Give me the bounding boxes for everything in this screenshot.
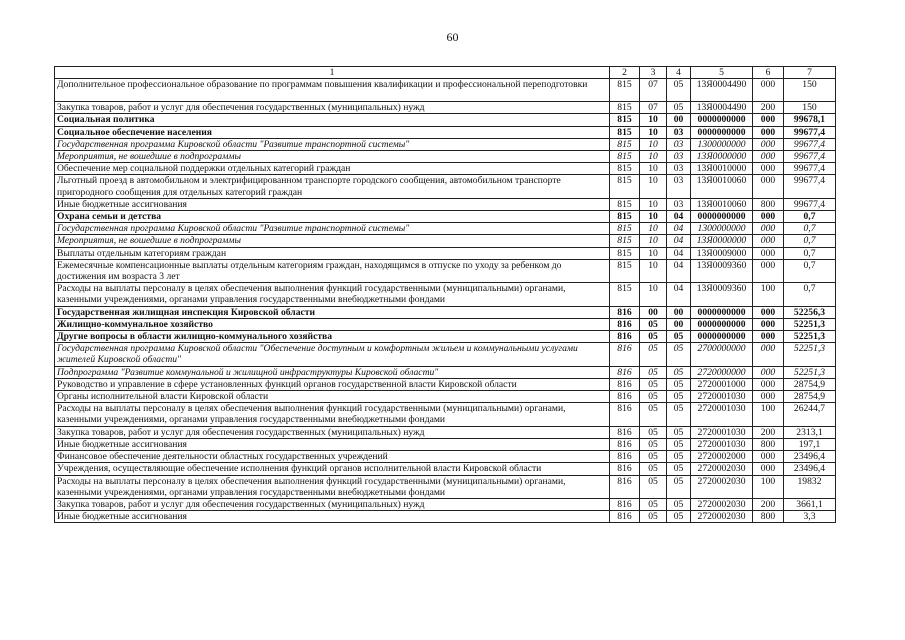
row-target-article-cell: 2720000000 bbox=[691, 366, 753, 378]
row-expense-type-cell: 800 bbox=[753, 511, 784, 523]
row-name-cell: Государственная программа Кировской области "Развитие транспортной системы" bbox=[55, 223, 610, 235]
row-section-cell: 05 bbox=[640, 463, 667, 475]
row-admin-code-cell: 815 bbox=[610, 259, 640, 282]
row-section-cell: 10 bbox=[640, 247, 667, 259]
table-row bbox=[55, 378, 836, 390]
table-row bbox=[55, 114, 836, 126]
row-amount-cell: 52251,3 bbox=[784, 343, 836, 366]
row-section-cell: 07 bbox=[640, 102, 667, 114]
row-subsection-cell: 04 bbox=[667, 235, 691, 247]
row-admin-code-cell: 816 bbox=[610, 366, 640, 378]
row-name-cell: Иные бюджетные ассигнования bbox=[55, 438, 610, 450]
row-name-cell: Закупка товаров, работ и услуг для обеспечения государственных (муниципальных) нужд bbox=[55, 426, 610, 438]
row-target-article-cell: 2720002030 bbox=[691, 498, 753, 510]
row-name-cell: Дополнительное профессиональное образование по программам повышения квалификации и профессиональной переподготовки bbox=[55, 79, 610, 102]
row-name-cell: Государственная жилищная инспекция Кировской области bbox=[55, 306, 610, 318]
row-admin-code-cell: 816 bbox=[610, 331, 640, 343]
row-target-article-cell: 13Я0009000 bbox=[691, 247, 753, 259]
row-expense-type-cell: 000 bbox=[753, 138, 784, 150]
row-expense-type-cell: 100 bbox=[753, 283, 784, 306]
row-target-article-cell: 13Я0010060 bbox=[691, 175, 753, 198]
row-admin-code-cell: 816 bbox=[610, 306, 640, 318]
row-subsection-cell: 03 bbox=[667, 126, 691, 138]
row-target-article-cell: 13Я0000000 bbox=[691, 151, 753, 163]
row-section-cell: 10 bbox=[640, 126, 667, 138]
table-row bbox=[55, 366, 836, 378]
row-admin-code-cell: 815 bbox=[610, 79, 640, 102]
row-subsection-cell: 05 bbox=[667, 331, 691, 343]
row-admin-code-cell: 816 bbox=[610, 463, 640, 475]
row-section-cell: 05 bbox=[640, 366, 667, 378]
row-admin-code-cell: 816 bbox=[610, 318, 640, 330]
budget-table-body bbox=[55, 67, 836, 523]
row-amount-cell: 3661,1 bbox=[784, 498, 836, 510]
row-admin-code-cell: 816 bbox=[610, 378, 640, 390]
row-expense-type-cell: 000 bbox=[753, 343, 784, 366]
row-name-cell: Жилищно-коммунальное хозяйство bbox=[55, 318, 610, 330]
row-admin-code-cell: 815 bbox=[610, 175, 640, 198]
row-target-article-cell: 0000000000 bbox=[691, 126, 753, 138]
row-admin-code-cell: 816 bbox=[610, 426, 640, 438]
row-expense-type-cell: 000 bbox=[753, 211, 784, 223]
row-target-article-cell: 13Я0010000 bbox=[691, 163, 753, 175]
page-number: 60 bbox=[446, 30, 459, 44]
row-expense-type-cell: 800 bbox=[753, 438, 784, 450]
header-cell: 2 bbox=[610, 67, 640, 79]
row-subsection-cell: 00 bbox=[667, 114, 691, 126]
row-expense-type-cell: 000 bbox=[753, 114, 784, 126]
row-expense-type-cell: 000 bbox=[753, 378, 784, 390]
row-name-cell: Выплаты отдельным категориям граждан bbox=[55, 247, 610, 259]
row-section-cell: 10 bbox=[640, 175, 667, 198]
row-admin-code-cell: 815 bbox=[610, 247, 640, 259]
row-name-cell: Расходы на выплаты персоналу в целях обеспечения выполнения функций государственными (муниципальными) органами, казенными учреждениями, органами управления государственными внебюджетными фондами bbox=[55, 283, 610, 306]
row-name-cell: Ежемесячные компенсационные выплаты отдельным категориям граждан, находящимся в отпуске по уходу за ребенком до достижения им возраста 3 лет bbox=[55, 259, 610, 282]
row-expense-type-cell: 200 bbox=[753, 102, 784, 114]
row-expense-type-cell: 000 bbox=[753, 79, 784, 102]
row-name-cell: Другие вопросы в области жилищно-коммунального хозяйства bbox=[55, 331, 610, 343]
row-admin-code-cell: 815 bbox=[610, 151, 640, 163]
row-subsection-cell: 05 bbox=[667, 79, 691, 102]
row-section-cell: 05 bbox=[640, 511, 667, 523]
row-target-article-cell: 2720002030 bbox=[691, 475, 753, 498]
row-target-article-cell: 0000000000 bbox=[691, 211, 753, 223]
row-expense-type-cell: 000 bbox=[753, 306, 784, 318]
row-expense-type-cell: 000 bbox=[753, 163, 784, 175]
row-section-cell: 10 bbox=[640, 211, 667, 223]
row-subsection-cell: 05 bbox=[667, 438, 691, 450]
row-name-cell: Мероприятия, не вошедшие в подпрограммы bbox=[55, 151, 610, 163]
row-target-article-cell: 2720001030 bbox=[691, 438, 753, 450]
row-name-cell: Финансовое обеспечение деятельности областных государственных учреждений bbox=[55, 451, 610, 463]
row-amount-cell: 150 bbox=[784, 79, 836, 102]
row-amount-cell: 99677,4 bbox=[784, 198, 836, 210]
row-subsection-cell: 05 bbox=[667, 366, 691, 378]
row-section-cell: 10 bbox=[640, 114, 667, 126]
table-row bbox=[55, 79, 836, 102]
header-cell: 3 bbox=[640, 67, 667, 79]
row-name-cell: Льготный проезд в автомобильном и электрифицированном транспорте городского сообщения, автомобильном транспорте пригородного сообщения для отдельных категорий граждан bbox=[55, 175, 610, 198]
row-amount-cell: 0,7 bbox=[784, 259, 836, 282]
row-amount-cell: 0,7 bbox=[784, 223, 836, 235]
row-section-cell: 00 bbox=[640, 306, 667, 318]
row-name-cell: Расходы на выплаты персоналу в целях обеспечения выполнения функций государственными (муниципальными) органами, казенными учреждениями, органами управления государственными внебюджетными фондами bbox=[55, 403, 610, 426]
row-name-cell: Иные бюджетные ассигнования bbox=[55, 511, 610, 523]
row-admin-code-cell: 816 bbox=[610, 475, 640, 498]
row-admin-code-cell: 815 bbox=[610, 235, 640, 247]
table-row bbox=[55, 498, 836, 510]
row-section-cell: 10 bbox=[640, 198, 667, 210]
table-row bbox=[55, 211, 836, 223]
table-row bbox=[55, 247, 836, 259]
row-admin-code-cell: 815 bbox=[610, 211, 640, 223]
row-section-cell: 05 bbox=[640, 451, 667, 463]
row-subsection-cell: 05 bbox=[667, 426, 691, 438]
table-row bbox=[55, 138, 836, 150]
row-subsection-cell: 05 bbox=[667, 451, 691, 463]
row-amount-cell: 52251,3 bbox=[784, 366, 836, 378]
row-subsection-cell: 00 bbox=[667, 306, 691, 318]
table-row bbox=[55, 475, 836, 498]
row-amount-cell: 26244,7 bbox=[784, 403, 836, 426]
row-name-cell: Мероприятия, не вошедшие в подпрограммы bbox=[55, 235, 610, 247]
row-subsection-cell: 04 bbox=[667, 259, 691, 282]
row-section-cell: 10 bbox=[640, 151, 667, 163]
row-target-article-cell: 2720001000 bbox=[691, 378, 753, 390]
table-row bbox=[55, 163, 836, 175]
row-section-cell: 05 bbox=[640, 475, 667, 498]
row-expense-type-cell: 000 bbox=[753, 391, 784, 403]
row-amount-cell: 2313,1 bbox=[784, 426, 836, 438]
row-target-article-cell: 2720002030 bbox=[691, 511, 753, 523]
row-subsection-cell: 04 bbox=[667, 283, 691, 306]
row-section-cell: 07 bbox=[640, 79, 667, 102]
table-row bbox=[55, 403, 836, 426]
row-expense-type-cell: 000 bbox=[753, 463, 784, 475]
row-expense-type-cell: 200 bbox=[753, 498, 784, 510]
row-subsection-cell: 05 bbox=[667, 343, 691, 366]
row-name-cell: Закупка товаров, работ и услуг для обеспечения государственных (муниципальных) нужд bbox=[55, 498, 610, 510]
row-section-cell: 10 bbox=[640, 138, 667, 150]
row-section-cell: 10 bbox=[640, 259, 667, 282]
table-row bbox=[55, 175, 836, 198]
row-amount-cell: 28754,9 bbox=[784, 391, 836, 403]
table-row bbox=[55, 198, 836, 210]
row-amount-cell: 150 bbox=[784, 102, 836, 114]
row-expense-type-cell: 000 bbox=[753, 247, 784, 259]
row-section-cell: 05 bbox=[640, 391, 667, 403]
row-target-article-cell: 1300000000 bbox=[691, 223, 753, 235]
header-cell: 1 bbox=[55, 67, 610, 79]
row-admin-code-cell: 815 bbox=[610, 138, 640, 150]
table-header-row bbox=[55, 67, 836, 79]
row-amount-cell: 52256,3 bbox=[784, 306, 836, 318]
row-target-article-cell: 2720002000 bbox=[691, 451, 753, 463]
row-section-cell: 10 bbox=[640, 163, 667, 175]
row-expense-type-cell: 000 bbox=[753, 223, 784, 235]
row-subsection-cell: 03 bbox=[667, 198, 691, 210]
table-row bbox=[55, 126, 836, 138]
row-target-article-cell: 13Я0009360 bbox=[691, 259, 753, 282]
table-row bbox=[55, 463, 836, 475]
row-name-cell: Иные бюджетные ассигнования bbox=[55, 198, 610, 210]
row-name-cell: Учреждения, осуществляющие обеспечение исполнения функций органов исполнительной власти Кировской области bbox=[55, 463, 610, 475]
row-subsection-cell: 04 bbox=[667, 223, 691, 235]
row-amount-cell: 23496,4 bbox=[784, 463, 836, 475]
row-admin-code-cell: 815 bbox=[610, 283, 640, 306]
row-amount-cell: 19832 bbox=[784, 475, 836, 498]
header-cell: 7 bbox=[784, 67, 836, 79]
row-target-article-cell: 13Я0009360 bbox=[691, 283, 753, 306]
table-row bbox=[55, 511, 836, 523]
row-admin-code-cell: 816 bbox=[610, 511, 640, 523]
row-amount-cell: 99678,1 bbox=[784, 114, 836, 126]
row-subsection-cell: 05 bbox=[667, 475, 691, 498]
header-cell: 6 bbox=[753, 67, 784, 79]
row-amount-cell: 28754,9 bbox=[784, 378, 836, 390]
row-admin-code-cell: 815 bbox=[610, 102, 640, 114]
row-section-cell: 05 bbox=[640, 331, 667, 343]
row-amount-cell: 197,1 bbox=[784, 438, 836, 450]
row-expense-type-cell: 100 bbox=[753, 475, 784, 498]
row-section-cell: 05 bbox=[640, 343, 667, 366]
table-row bbox=[55, 102, 836, 114]
row-name-cell: Расходы на выплаты персоналу в целях обеспечения выполнения функций государственными (муниципальными) органами, казенными учреждениями, органами управления государственными внебюджетными фондами bbox=[55, 475, 610, 498]
row-amount-cell: 99677,4 bbox=[784, 175, 836, 198]
row-admin-code-cell: 816 bbox=[610, 438, 640, 450]
row-target-article-cell: 1300000000 bbox=[691, 138, 753, 150]
row-amount-cell: 99677,4 bbox=[784, 163, 836, 175]
row-name-cell: Социальная политика bbox=[55, 114, 610, 126]
row-section-cell: 10 bbox=[640, 235, 667, 247]
row-target-article-cell: 13Я0010060 bbox=[691, 198, 753, 210]
row-target-article-cell: 2700000000 bbox=[691, 343, 753, 366]
row-name-cell: Охрана семьи и детства bbox=[55, 211, 610, 223]
row-subsection-cell: 03 bbox=[667, 151, 691, 163]
row-admin-code-cell: 816 bbox=[610, 403, 640, 426]
row-expense-type-cell: 000 bbox=[753, 126, 784, 138]
table-row bbox=[55, 235, 836, 247]
row-amount-cell: 3,3 bbox=[784, 511, 836, 523]
row-amount-cell: 99677,4 bbox=[784, 151, 836, 163]
row-subsection-cell: 05 bbox=[667, 102, 691, 114]
row-expense-type-cell: 000 bbox=[753, 451, 784, 463]
row-subsection-cell: 05 bbox=[667, 403, 691, 426]
row-target-article-cell: 0000000000 bbox=[691, 331, 753, 343]
row-subsection-cell: 05 bbox=[667, 463, 691, 475]
row-subsection-cell: 04 bbox=[667, 211, 691, 223]
row-expense-type-cell: 000 bbox=[753, 318, 784, 330]
row-section-cell: 05 bbox=[640, 426, 667, 438]
row-expense-type-cell: 000 bbox=[753, 259, 784, 282]
row-admin-code-cell: 816 bbox=[610, 343, 640, 366]
row-target-article-cell: 0000000000 bbox=[691, 114, 753, 126]
row-amount-cell: 99677,4 bbox=[784, 126, 836, 138]
row-name-cell: Государственная программа Кировской области "Развитие транспортной системы" bbox=[55, 138, 610, 150]
header-cell: 4 bbox=[667, 67, 691, 79]
row-target-article-cell: 13Я0000000 bbox=[691, 235, 753, 247]
row-expense-type-cell: 000 bbox=[753, 366, 784, 378]
table-row bbox=[55, 451, 836, 463]
row-amount-cell: 52251,3 bbox=[784, 331, 836, 343]
row-subsection-cell: 05 bbox=[667, 391, 691, 403]
row-subsection-cell: 03 bbox=[667, 175, 691, 198]
row-expense-type-cell: 000 bbox=[753, 331, 784, 343]
row-subsection-cell: 03 bbox=[667, 163, 691, 175]
table-row bbox=[55, 318, 836, 330]
row-target-article-cell: 2720001030 bbox=[691, 403, 753, 426]
row-name-cell: Государственная программа Кировской области "Обеспечение доступным и комфортным жильем и коммунальными услугами жителей Кировской области" bbox=[55, 343, 610, 366]
row-section-cell: 05 bbox=[640, 438, 667, 450]
row-amount-cell: 52251,3 bbox=[784, 318, 836, 330]
row-name-cell: Закупка товаров, работ и услуг для обеспечения государственных (муниципальных) нужд bbox=[55, 102, 610, 114]
table-row bbox=[55, 438, 836, 450]
table-row bbox=[55, 426, 836, 438]
row-section-cell: 05 bbox=[640, 378, 667, 390]
row-admin-code-cell: 815 bbox=[610, 126, 640, 138]
table-row bbox=[55, 391, 836, 403]
row-admin-code-cell: 815 bbox=[610, 223, 640, 235]
row-target-article-cell: 13Я0004490 bbox=[691, 79, 753, 102]
table-row bbox=[55, 331, 836, 343]
row-expense-type-cell: 000 bbox=[753, 175, 784, 198]
table-row bbox=[55, 306, 836, 318]
row-name-cell: Обеспечение мер социальной поддержки отдельных категорий граждан bbox=[55, 163, 610, 175]
header-cell: 5 bbox=[691, 67, 753, 79]
table-row bbox=[55, 259, 836, 282]
table-row bbox=[55, 223, 836, 235]
row-subsection-cell: 05 bbox=[667, 498, 691, 510]
row-target-article-cell: 2720001030 bbox=[691, 426, 753, 438]
row-target-article-cell: 0000000000 bbox=[691, 318, 753, 330]
row-section-cell: 10 bbox=[640, 223, 667, 235]
row-admin-code-cell: 815 bbox=[610, 198, 640, 210]
row-amount-cell: 0,7 bbox=[784, 211, 836, 223]
budget-table bbox=[54, 66, 836, 523]
row-section-cell: 05 bbox=[640, 318, 667, 330]
row-amount-cell: 23496,4 bbox=[784, 451, 836, 463]
row-expense-type-cell: 800 bbox=[753, 198, 784, 210]
row-subsection-cell: 03 bbox=[667, 138, 691, 150]
row-target-article-cell: 0000000000 bbox=[691, 306, 753, 318]
row-target-article-cell: 2720002030 bbox=[691, 463, 753, 475]
row-admin-code-cell: 815 bbox=[610, 163, 640, 175]
row-amount-cell: 0,7 bbox=[784, 247, 836, 259]
row-subsection-cell: 05 bbox=[667, 511, 691, 523]
row-target-article-cell: 2720001030 bbox=[691, 391, 753, 403]
row-amount-cell: 99677,4 bbox=[784, 138, 836, 150]
row-expense-type-cell: 100 bbox=[753, 403, 784, 426]
row-expense-type-cell: 000 bbox=[753, 151, 784, 163]
row-admin-code-cell: 816 bbox=[610, 391, 640, 403]
row-subsection-cell: 04 bbox=[667, 247, 691, 259]
row-subsection-cell: 05 bbox=[667, 378, 691, 390]
row-section-cell: 10 bbox=[640, 283, 667, 306]
row-name-cell: Руководство и управление в сфере установленных функций органов государственной власти Кировской области bbox=[55, 378, 610, 390]
row-amount-cell: 0,7 bbox=[784, 235, 836, 247]
row-subsection-cell: 00 bbox=[667, 318, 691, 330]
row-section-cell: 05 bbox=[640, 498, 667, 510]
row-section-cell: 05 bbox=[640, 403, 667, 426]
row-amount-cell: 0,7 bbox=[784, 283, 836, 306]
row-expense-type-cell: 000 bbox=[753, 235, 784, 247]
table-row bbox=[55, 151, 836, 163]
table-row bbox=[55, 343, 836, 366]
table-row bbox=[55, 283, 836, 306]
row-admin-code-cell: 816 bbox=[610, 451, 640, 463]
row-name-cell: Социальное обеспечение населения bbox=[55, 126, 610, 138]
row-admin-code-cell: 816 bbox=[610, 498, 640, 510]
row-name-cell: Органы исполнительной власти Кировской области bbox=[55, 391, 610, 403]
row-expense-type-cell: 200 bbox=[753, 426, 784, 438]
row-admin-code-cell: 815 bbox=[610, 114, 640, 126]
row-target-article-cell: 13Я0004490 bbox=[691, 102, 753, 114]
row-name-cell: Подпрограмма "Развитие коммунальной и жилищной инфраструктуры Кировской области" bbox=[55, 366, 610, 378]
